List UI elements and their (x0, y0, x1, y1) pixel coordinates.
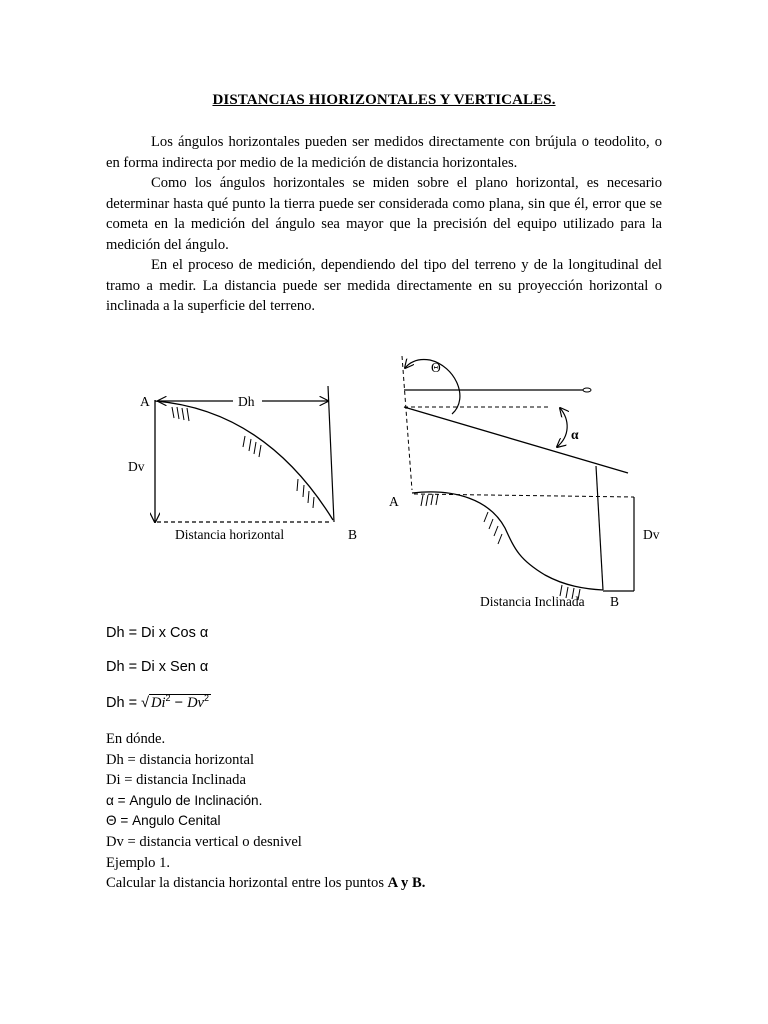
paragraph-2 (106, 173, 662, 255)
page-title: DISTANCIAS HIORIZONTALES Y VERTICALES. (212, 92, 556, 108)
right-vertical-line (328, 386, 334, 522)
reference-endpoint (583, 388, 591, 392)
definitions-list (106, 729, 425, 894)
example-question-text: Calcular la distancia horizontal entre los puntos (106, 875, 388, 892)
paragraph-1-text: Los ángulos horizontales pueden ser medidos directamente con brújula o teodolito, o en forma indirecta por medio de la medición de distancia horizontales. (106, 134, 662, 171)
paragraph-3 (106, 255, 662, 317)
theta-label: Θ (431, 360, 441, 375)
paragraph-3-text: En el proceso de medición, dependiendo del tipo del terreno y de la longitudinal del tramo a medir. La distancia puede ser medida directamente en su proyección horizontal o inclinada a la superficie del terreno. (106, 257, 662, 315)
definitions-intro: En dónde. (106, 731, 166, 747)
definition-dv: Dv = distancia vertical o desnivel (106, 833, 302, 850)
di-var: Di (151, 694, 166, 711)
vertical-reference-line (402, 356, 412, 490)
terrain-hatching-right (421, 494, 580, 600)
dh-label-left: Dh (238, 394, 255, 409)
horizontal-dashed-a (414, 494, 634, 497)
definition-alpha: α = Angulo de Inclinación. (106, 792, 263, 808)
inclined-line (404, 407, 628, 473)
terrain-slope-left (155, 401, 333, 520)
alpha-label: α (571, 427, 579, 442)
vertical-b-line (596, 466, 603, 590)
definition-dh: Dh = distancia horizontal (106, 751, 255, 768)
paragraph-1 (106, 132, 662, 173)
di-exponent: 2 (165, 693, 171, 703)
definition-theta: Θ = Angulo Cenital (106, 813, 221, 829)
example-heading: Ejemplo 1. (106, 854, 171, 871)
point-a-label-right: A (389, 494, 399, 509)
dv-label-right: Dv (643, 527, 660, 542)
point-b-label-right: B (610, 594, 620, 609)
dv-var: Dv (187, 694, 204, 711)
minus-sign: − (174, 694, 184, 711)
inclined-distance-diagram (389, 356, 660, 609)
dv-exponent: 2 (204, 693, 210, 703)
dv-label-left: Dv (128, 459, 145, 474)
paragraph-2-text: Como los ángulos horizontales se miden sobre el plano horizontal, es necesario determinar hasta qué punto la tierra puede ser considerada como plana, sin que él, error que se cometa en la medición del ángulo sea mayor que la precisión del equipo utilizado para la medición del ángulo. (106, 175, 662, 253)
formula-sine: Dh = Di x Sen α (106, 659, 209, 675)
alpha-arc (557, 408, 567, 447)
formula-cosine: Dh = Di x Cos α (106, 625, 209, 641)
definition-di: Di = distancia Inclinada (106, 772, 246, 789)
point-b-label-left: B (348, 527, 358, 542)
radicand (149, 694, 211, 711)
distance-figure (0, 345, 768, 620)
horizontal-distance-caption: Distancia horizontal (175, 527, 285, 542)
point-a-label-left: A (140, 394, 150, 409)
example-question-points: A y B. (387, 875, 426, 892)
formula-pythagoras (106, 693, 211, 712)
terrain-hatching-left (172, 407, 314, 508)
formula-pythagoras-prefix: Dh = (106, 694, 142, 711)
terrain-profile-right (412, 492, 603, 590)
horizontal-distance-diagram (128, 386, 357, 542)
inclined-distance-caption: Distancia Inclinada (480, 594, 585, 609)
sqrt-symbol: √ (141, 694, 150, 711)
example-question (106, 873, 425, 894)
